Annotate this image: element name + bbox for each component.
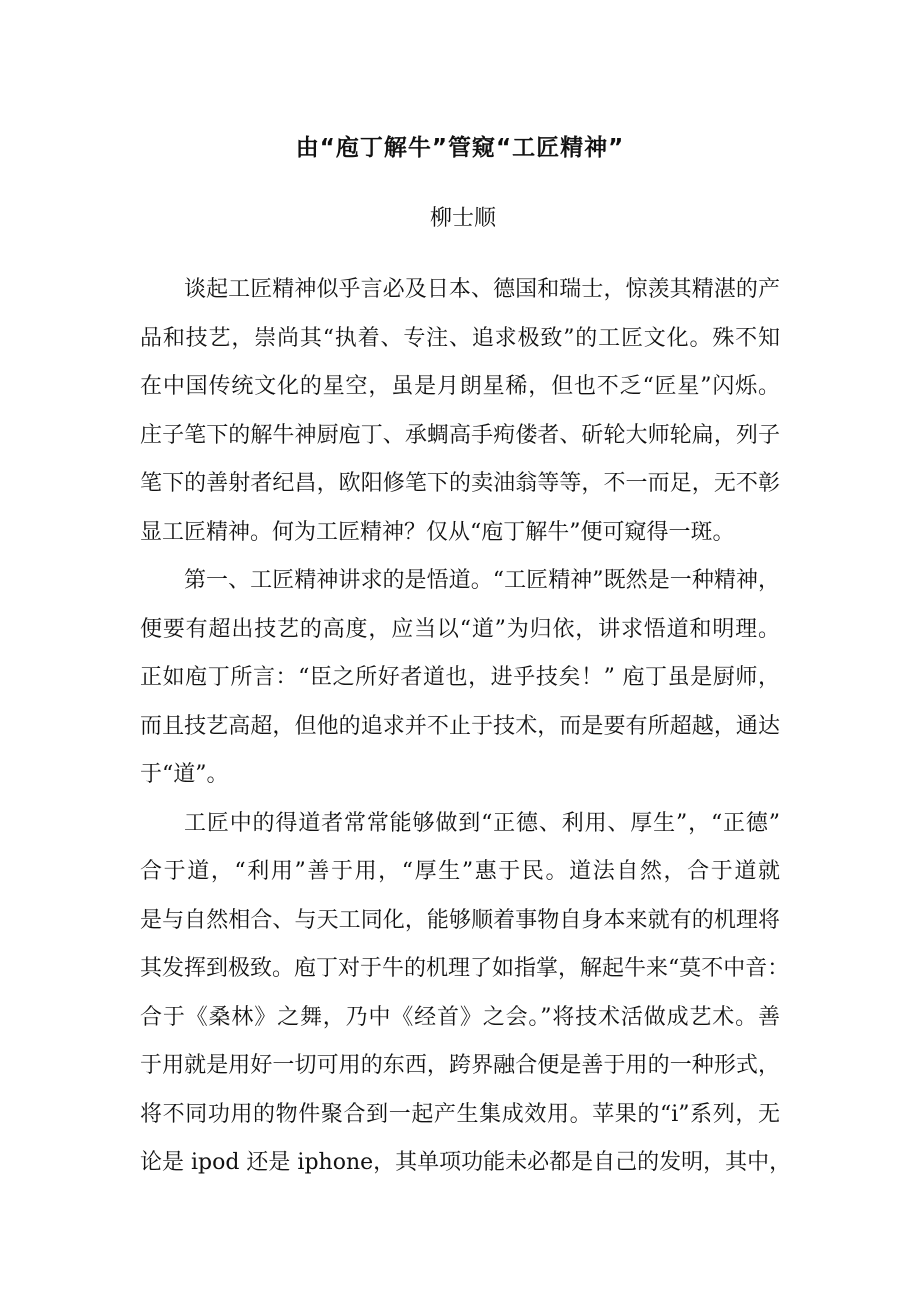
paragraph-line: 将不同功用的物件聚合到一起产生集成效用。苹果的“i”系列，无: [140, 1101, 780, 1127]
paragraph-line: 合于道，“利用”善于用，“厚生”惠于民。道法自然，合于道就: [140, 859, 780, 884]
paragraph-line: 笔下的善射者纪昌，欧阳修笔下的卖油翁等等，不一而足，无不彰: [140, 471, 780, 496]
paragraph-line: 工匠中的得道者常常能够做到“正德、利用、厚生”，“正德”: [184, 810, 780, 836]
paragraph-line: 而且技艺高超，但他的追求并不止于技术，而是要有所超越，通达: [140, 713, 780, 739]
paragraph-line: 第一、工匠精神讲求的是悟道。“工匠精神”既然是一种精神，: [184, 568, 780, 593]
document-body: [140, 266, 792, 1188]
paragraph-line: 谈起工匠精神似乎言必及日本、德国和瑞士，惊羡其精湛的产: [184, 277, 780, 302]
paragraph-line: 品和技艺，崇尚其“执着、专注、追求极致”的工匠文化。殊不知: [140, 325, 780, 351]
paragraph-2: [140, 557, 780, 800]
document-author: 柳士顺: [429, 206, 496, 231]
paragraph-line: 论是 ipod 还是 iphone，其单项功能未必都是自己的发明，其中，: [140, 1150, 792, 1175]
paragraph-line: 于“道”。: [140, 762, 229, 787]
paragraph-line: 合于《桑林》之舞，乃中《经首》之会。”将技术活做成艺术。善: [140, 1004, 780, 1030]
paragraph-line: 于用就是用好一切可用的东西，跨界融合便是善于用的一种形式，: [140, 1053, 780, 1078]
paragraph-line: 其发挥到极致。庖丁对于牛的机理了如指掌，解起牛来“莫不中音：: [140, 956, 790, 981]
document-title: 由“庖丁解牛”管窥“工匠精神”: [295, 135, 625, 161]
paragraph-1: [140, 266, 780, 557]
paragraph-line: 庄子笔下的解牛神厨庖丁、承蜩高手痀偻者、斫轮大师轮扁，列子: [140, 422, 780, 448]
paragraph-line: 正如庖丁所言：“臣之所好者道也，进乎技矣！” 庖丁虽是厨师，: [140, 665, 780, 690]
paragraph-3: [140, 800, 792, 1188]
paragraph-line: 显工匠精神。何为工匠精神？仅从“庖丁解牛”便可窥得一斑。: [140, 519, 735, 545]
paragraph-line: 便要有超出技艺的高度，应当以“道”为归依，讲求悟道和明理。: [140, 616, 780, 642]
paragraph-line: 在中国传统文化的星空，虽是月朗星稀，但也不乏“匠星”闪烁。: [140, 374, 780, 399]
paragraph-line: 是与自然相合、与天工同化，能够顺着事物自身本来就有的机理将: [140, 907, 780, 933]
